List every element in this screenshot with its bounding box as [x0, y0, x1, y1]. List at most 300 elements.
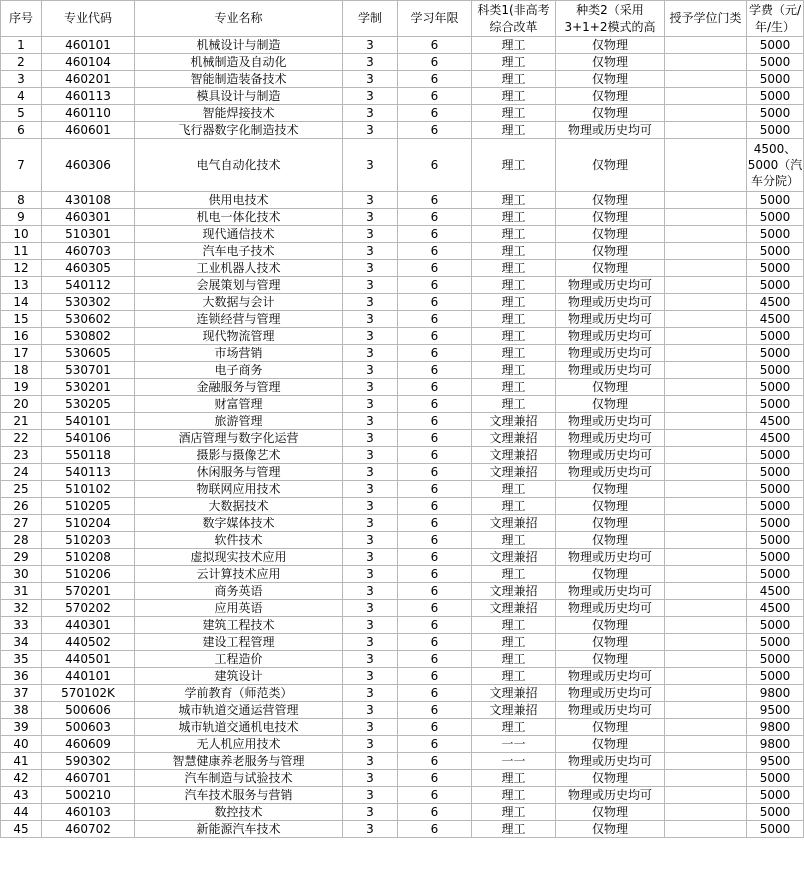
cell-major-code: 510208 [42, 549, 135, 566]
header-degree-type: 授予学位门类 [665, 1, 747, 37]
cell-degree-type [665, 566, 747, 583]
cell-study-years: 6 [398, 105, 472, 122]
cell-system: 3 [343, 54, 398, 71]
cell-category-2: 物理或历史均可 [556, 685, 665, 702]
header-major-code: 专业代码 [42, 1, 135, 37]
cell-seq: 16 [1, 328, 42, 345]
cell-tuition: 5000 [747, 122, 804, 139]
cell-seq: 34 [1, 634, 42, 651]
table-row [1, 753, 804, 770]
cell-major-name: 智能制造装备技术 [135, 71, 343, 88]
cell-major-code: 460305 [42, 260, 135, 277]
cell-category-2: 物理或历史均可 [556, 600, 665, 617]
cell-degree-type [665, 139, 747, 192]
cell-degree-type [665, 71, 747, 88]
cell-study-years: 6 [398, 362, 472, 379]
cell-major-name: 机械设计与制造 [135, 37, 343, 54]
cell-major-code: 460110 [42, 105, 135, 122]
cell-system: 3 [343, 549, 398, 566]
cell-major-name: 应用英语 [135, 600, 343, 617]
cell-major-code: 530701 [42, 362, 135, 379]
cell-tuition: 5000 [747, 498, 804, 515]
table-row [1, 685, 804, 702]
cell-study-years: 6 [398, 192, 472, 209]
table-row [1, 139, 804, 192]
cell-system: 3 [343, 362, 398, 379]
cell-category-2: 仅物理 [556, 379, 665, 396]
cell-category-1: 理工 [472, 651, 556, 668]
table-row [1, 413, 804, 430]
cell-system: 3 [343, 787, 398, 804]
cell-category-2: 仅物理 [556, 88, 665, 105]
cell-major-code: 510203 [42, 532, 135, 549]
cell-category-2: 仅物理 [556, 192, 665, 209]
cell-major-name: 机电一体化技术 [135, 209, 343, 226]
cell-degree-type [665, 651, 747, 668]
header-tuition: 学费（元/年/生） [747, 1, 804, 37]
cell-degree-type [665, 532, 747, 549]
cell-category-1: 理工 [472, 345, 556, 362]
cell-system: 3 [343, 139, 398, 192]
cell-seq: 38 [1, 702, 42, 719]
table-row [1, 243, 804, 260]
cell-category-1: 理工 [472, 226, 556, 243]
cell-major-name: 建筑工程技术 [135, 617, 343, 634]
table-row [1, 122, 804, 139]
cell-category-1: 理工 [472, 787, 556, 804]
cell-seq: 37 [1, 685, 42, 702]
cell-major-code: 510205 [42, 498, 135, 515]
cell-major-name: 旅游管理 [135, 413, 343, 430]
cell-tuition: 5000 [747, 226, 804, 243]
cell-study-years: 6 [398, 226, 472, 243]
cell-major-code: 460609 [42, 736, 135, 753]
cell-category-1: 文理兼招 [472, 515, 556, 532]
cell-category-1: 一一 [472, 753, 556, 770]
cell-tuition: 5000 [747, 379, 804, 396]
cell-tuition: 5000 [747, 54, 804, 71]
cell-major-code: 460104 [42, 54, 135, 71]
table-row [1, 105, 804, 122]
cell-major-name: 市场营销 [135, 345, 343, 362]
cell-system: 3 [343, 226, 398, 243]
cell-degree-type [665, 413, 747, 430]
cell-category-2: 仅物理 [556, 396, 665, 413]
cell-degree-type [665, 396, 747, 413]
cell-tuition: 9800 [747, 719, 804, 736]
cell-degree-type [665, 804, 747, 821]
cell-degree-type [665, 226, 747, 243]
cell-category-1: 理工 [472, 770, 556, 787]
cell-seq: 30 [1, 566, 42, 583]
cell-degree-type [665, 787, 747, 804]
header-study-years: 学习年限 [398, 1, 472, 37]
cell-category-1: 理工 [472, 804, 556, 821]
cell-degree-type [665, 515, 747, 532]
table-row [1, 71, 804, 88]
cell-study-years: 6 [398, 821, 472, 838]
cell-system: 3 [343, 583, 398, 600]
cell-system: 3 [343, 498, 398, 515]
cell-seq: 31 [1, 583, 42, 600]
cell-major-code: 530302 [42, 294, 135, 311]
cell-seq: 32 [1, 600, 42, 617]
cell-major-code: 540106 [42, 430, 135, 447]
cell-study-years: 6 [398, 260, 472, 277]
cell-tuition: 5000 [747, 668, 804, 685]
table-row [1, 719, 804, 736]
cell-study-years: 6 [398, 311, 472, 328]
cell-category-1: 文理兼招 [472, 464, 556, 481]
cell-major-name: 工业机器人技术 [135, 260, 343, 277]
cell-study-years: 6 [398, 464, 472, 481]
cell-tuition: 5000 [747, 192, 804, 209]
header-system: 学制 [343, 1, 398, 37]
cell-category-2: 仅物理 [556, 37, 665, 54]
cell-major-code: 460701 [42, 770, 135, 787]
cell-seq: 21 [1, 413, 42, 430]
cell-category-2: 物理或历史均可 [556, 413, 665, 430]
cell-system: 3 [343, 685, 398, 702]
cell-degree-type [665, 430, 747, 447]
cell-system: 3 [343, 634, 398, 651]
cell-category-2: 仅物理 [556, 804, 665, 821]
cell-study-years: 6 [398, 651, 472, 668]
cell-category-2: 物理或历史均可 [556, 277, 665, 294]
cell-tuition: 4500 [747, 600, 804, 617]
cell-study-years: 6 [398, 122, 472, 139]
cell-system: 3 [343, 770, 398, 787]
cell-tuition: 5000 [747, 787, 804, 804]
cell-system: 3 [343, 617, 398, 634]
cell-seq: 24 [1, 464, 42, 481]
cell-tuition: 4500 [747, 311, 804, 328]
cell-major-code: 500606 [42, 702, 135, 719]
cell-major-name: 电子商务 [135, 362, 343, 379]
cell-category-2: 仅物理 [556, 736, 665, 753]
cell-tuition: 5000 [747, 37, 804, 54]
cell-degree-type [665, 122, 747, 139]
cell-major-name: 汽车技术服务与营销 [135, 787, 343, 804]
cell-category-1: 理工 [472, 71, 556, 88]
cell-category-2: 仅物理 [556, 498, 665, 515]
cell-major-name: 现代物流管理 [135, 328, 343, 345]
cell-study-years: 6 [398, 447, 472, 464]
cell-degree-type [665, 821, 747, 838]
cell-degree-type [665, 294, 747, 311]
cell-major-name: 摄影与摄像艺术 [135, 447, 343, 464]
cell-system: 3 [343, 430, 398, 447]
cell-category-2: 物理或历史均可 [556, 447, 665, 464]
table-row [1, 37, 804, 54]
cell-category-2: 仅物理 [556, 651, 665, 668]
cell-major-name: 飞行器数字化制造技术 [135, 122, 343, 139]
cell-study-years: 6 [398, 430, 472, 447]
cell-study-years: 6 [398, 787, 472, 804]
cell-major-code: 440501 [42, 651, 135, 668]
cell-category-1: 理工 [472, 105, 556, 122]
cell-major-code: 510102 [42, 481, 135, 498]
cell-system: 3 [343, 277, 398, 294]
header-category-1: 科类1(非高考综合改革 [472, 1, 556, 37]
cell-major-name: 电气自动化技术 [135, 139, 343, 192]
cell-study-years: 6 [398, 515, 472, 532]
cell-system: 3 [343, 464, 398, 481]
cell-category-1: 理工 [472, 566, 556, 583]
cell-major-code: 540113 [42, 464, 135, 481]
cell-category-1: 理工 [472, 498, 556, 515]
table-row [1, 481, 804, 498]
table-row [1, 736, 804, 753]
cell-major-name: 软件技术 [135, 532, 343, 549]
cell-seq: 8 [1, 192, 42, 209]
cell-system: 3 [343, 209, 398, 226]
cell-study-years: 6 [398, 804, 472, 821]
cell-study-years: 6 [398, 532, 472, 549]
cell-category-2: 仅物理 [556, 481, 665, 498]
cell-tuition: 5000 [747, 481, 804, 498]
cell-system: 3 [343, 668, 398, 685]
cell-seq: 1 [1, 37, 42, 54]
cell-tuition: 5000 [747, 328, 804, 345]
cell-major-name: 虚拟现实技术应用 [135, 549, 343, 566]
cell-category-2: 物理或历史均可 [556, 549, 665, 566]
cell-category-2: 物理或历史均可 [556, 702, 665, 719]
cell-category-1: 一一 [472, 736, 556, 753]
cell-category-2: 仅物理 [556, 243, 665, 260]
cell-study-years: 6 [398, 37, 472, 54]
cell-study-years: 6 [398, 481, 472, 498]
cell-degree-type [665, 88, 747, 105]
cell-major-name: 无人机应用技术 [135, 736, 343, 753]
cell-tuition: 9500 [747, 753, 804, 770]
cell-tuition: 5000 [747, 105, 804, 122]
cell-degree-type [665, 498, 747, 515]
cell-system: 3 [343, 192, 398, 209]
cell-tuition: 5000 [747, 821, 804, 838]
cell-category-1: 理工 [472, 617, 556, 634]
cell-category-2: 仅物理 [556, 532, 665, 549]
cell-category-1: 理工 [472, 139, 556, 192]
cell-category-2: 仅物理 [556, 617, 665, 634]
cell-major-name: 金融服务与管理 [135, 379, 343, 396]
cell-major-code: 460601 [42, 122, 135, 139]
table-row [1, 294, 804, 311]
table-row [1, 447, 804, 464]
cell-degree-type [665, 600, 747, 617]
cell-category-1: 理工 [472, 277, 556, 294]
cell-degree-type [665, 481, 747, 498]
cell-tuition: 5000 [747, 617, 804, 634]
cell-seq: 3 [1, 71, 42, 88]
cell-category-1: 理工 [472, 396, 556, 413]
cell-system: 3 [343, 447, 398, 464]
cell-seq: 14 [1, 294, 42, 311]
cell-study-years: 6 [398, 600, 472, 617]
cell-degree-type [665, 447, 747, 464]
cell-seq: 23 [1, 447, 42, 464]
cell-tuition: 5000 [747, 277, 804, 294]
cell-seq: 29 [1, 549, 42, 566]
header-row [1, 1, 804, 37]
table-row [1, 379, 804, 396]
cell-category-1: 文理兼招 [472, 685, 556, 702]
cell-degree-type [665, 634, 747, 651]
cell-major-code: 530602 [42, 311, 135, 328]
cell-study-years: 6 [398, 617, 472, 634]
cell-category-2: 仅物理 [556, 226, 665, 243]
header-major-name: 专业名称 [135, 1, 343, 37]
table-row [1, 277, 804, 294]
cell-major-name: 城市轨道交通机电技术 [135, 719, 343, 736]
cell-study-years: 6 [398, 498, 472, 515]
table-row [1, 532, 804, 549]
cell-tuition: 5000 [747, 634, 804, 651]
cell-system: 3 [343, 719, 398, 736]
table-row [1, 192, 804, 209]
cell-category-1: 理工 [472, 362, 556, 379]
cell-major-code: 500210 [42, 787, 135, 804]
cell-category-1: 文理兼招 [472, 447, 556, 464]
table-row [1, 396, 804, 413]
cell-major-code: 460103 [42, 804, 135, 821]
cell-category-1: 理工 [472, 311, 556, 328]
cell-seq: 4 [1, 88, 42, 105]
cell-seq: 2 [1, 54, 42, 71]
cell-major-name: 连锁经营与管理 [135, 311, 343, 328]
cell-system: 3 [343, 413, 398, 430]
cell-category-2: 仅物理 [556, 105, 665, 122]
cell-tuition: 9500 [747, 702, 804, 719]
cell-tuition: 5000 [747, 532, 804, 549]
cell-tuition: 4500 [747, 430, 804, 447]
cell-tuition: 4500 [747, 294, 804, 311]
cell-category-2: 物理或历史均可 [556, 328, 665, 345]
cell-system: 3 [343, 88, 398, 105]
cell-seq: 26 [1, 498, 42, 515]
cell-system: 3 [343, 71, 398, 88]
cell-category-1: 理工 [472, 260, 556, 277]
cell-major-code: 460201 [42, 71, 135, 88]
table-row [1, 430, 804, 447]
table-row [1, 668, 804, 685]
cell-category-1: 理工 [472, 379, 556, 396]
cell-study-years: 6 [398, 54, 472, 71]
header-category-2: 种类2（采用3+1+2模式的高 [556, 1, 665, 37]
table-row [1, 617, 804, 634]
table-body [1, 37, 804, 838]
cell-major-name: 建筑设计 [135, 668, 343, 685]
cell-major-code: 460702 [42, 821, 135, 838]
cell-category-2: 物理或历史均可 [556, 362, 665, 379]
cell-system: 3 [343, 379, 398, 396]
cell-category-2: 物理或历史均可 [556, 311, 665, 328]
cell-major-name: 建设工程管理 [135, 634, 343, 651]
cell-degree-type [665, 617, 747, 634]
cell-major-code: 460301 [42, 209, 135, 226]
cell-tuition: 5000 [747, 243, 804, 260]
cell-major-name: 供用电技术 [135, 192, 343, 209]
cell-major-name: 大数据技术 [135, 498, 343, 515]
cell-degree-type [665, 328, 747, 345]
cell-major-name: 休闲服务与管理 [135, 464, 343, 481]
cell-degree-type [665, 549, 747, 566]
cell-category-1: 文理兼招 [472, 549, 556, 566]
cell-major-name: 学前教育（师范类） [135, 685, 343, 702]
cell-category-2: 物理或历史均可 [556, 294, 665, 311]
cell-category-1: 理工 [472, 243, 556, 260]
cell-seq: 39 [1, 719, 42, 736]
cell-major-code: 510301 [42, 226, 135, 243]
cell-seq: 33 [1, 617, 42, 634]
cell-tuition: 5000 [747, 345, 804, 362]
cell-major-name: 城市轨道交通运营管理 [135, 702, 343, 719]
table-row [1, 651, 804, 668]
cell-system: 3 [343, 328, 398, 345]
table-row [1, 787, 804, 804]
cell-study-years: 6 [398, 243, 472, 260]
cell-major-name: 财富管理 [135, 396, 343, 413]
cell-degree-type [665, 685, 747, 702]
cell-major-code: 570102K [42, 685, 135, 702]
table-row [1, 54, 804, 71]
table-row [1, 362, 804, 379]
cell-system: 3 [343, 481, 398, 498]
cell-system: 3 [343, 804, 398, 821]
cell-tuition: 5000 [747, 88, 804, 105]
cell-study-years: 6 [398, 583, 472, 600]
cell-study-years: 6 [398, 328, 472, 345]
cell-study-years: 6 [398, 139, 472, 192]
cell-seq: 5 [1, 105, 42, 122]
table-row [1, 804, 804, 821]
cell-seq: 20 [1, 396, 42, 413]
table-row [1, 549, 804, 566]
cell-tuition: 5000 [747, 770, 804, 787]
cell-degree-type [665, 192, 747, 209]
cell-category-1: 理工 [472, 192, 556, 209]
cell-category-1: 理工 [472, 821, 556, 838]
cell-degree-type [665, 362, 747, 379]
cell-major-name: 酒店管理与数字化运营 [135, 430, 343, 447]
table-row [1, 583, 804, 600]
cell-major-code: 590302 [42, 753, 135, 770]
table-row [1, 515, 804, 532]
cell-category-2: 仅物理 [556, 515, 665, 532]
cell-study-years: 6 [398, 71, 472, 88]
cell-tuition: 5000 [747, 651, 804, 668]
cell-seq: 13 [1, 277, 42, 294]
cell-study-years: 6 [398, 668, 472, 685]
cell-major-name: 新能源汽车技术 [135, 821, 343, 838]
cell-system: 3 [343, 243, 398, 260]
cell-major-name: 智慧健康养老服务与管理 [135, 753, 343, 770]
table-row [1, 464, 804, 481]
cell-seq: 41 [1, 753, 42, 770]
table-row [1, 226, 804, 243]
cell-category-2: 物理或历史均可 [556, 753, 665, 770]
cell-major-code: 460101 [42, 37, 135, 54]
cell-seq: 10 [1, 226, 42, 243]
cell-major-name: 机械制造及自动化 [135, 54, 343, 71]
table-row [1, 209, 804, 226]
cell-major-code: 460703 [42, 243, 135, 260]
cell-study-years: 6 [398, 770, 472, 787]
cell-category-2: 物理或历史均可 [556, 583, 665, 600]
cell-category-2: 仅物理 [556, 139, 665, 192]
table-row [1, 821, 804, 838]
cell-system: 3 [343, 260, 398, 277]
